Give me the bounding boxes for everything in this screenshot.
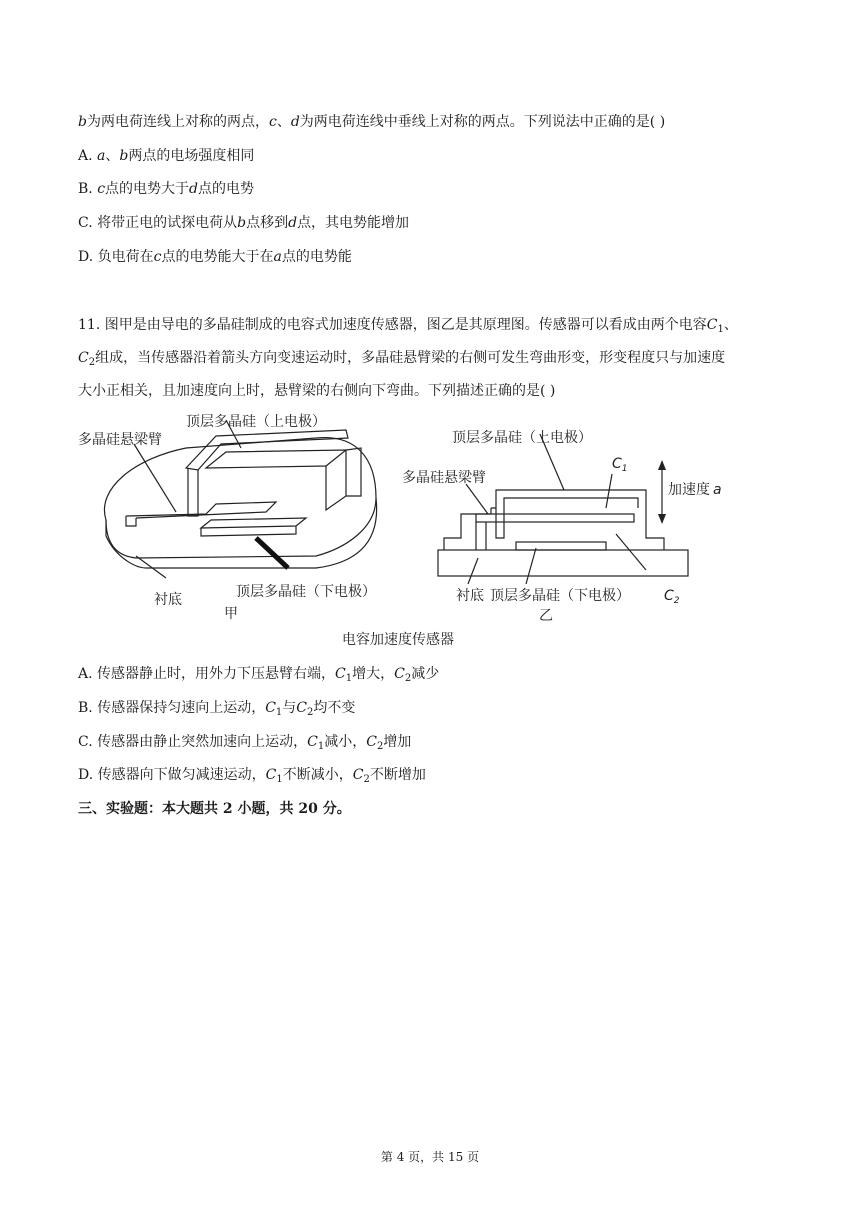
text: 为两电荷连线中垂线上对称的两点。下列说法中正确的是( ) (299, 114, 666, 130)
text: 点，其电势能增加 (297, 215, 410, 231)
var: b (237, 215, 247, 231)
label-bottom-electrode-left: 顶层多晶硅（下电极） (236, 584, 376, 600)
text: 点移到 (246, 215, 289, 231)
q10-stem-continuation (78, 112, 665, 132)
var: C (394, 666, 405, 682)
text: 减小， (324, 734, 367, 750)
option-prefix: D. 负电荷在 (78, 249, 154, 265)
text: 两点的电场强度相同 (128, 148, 255, 164)
cantilever-post (476, 522, 486, 550)
section-heading: 三、实验题：本大题共 2 小题，共 20 分。 (78, 801, 351, 817)
cantilever-arm (126, 502, 276, 518)
var-c1: C (706, 317, 718, 333)
q11-option-a[interactable] (78, 664, 439, 684)
var-d: d (290, 114, 300, 130)
label-cantilever-right: 多晶硅悬梁臂 (402, 470, 486, 486)
q11-stem-line1 (78, 315, 738, 335)
leader-line (466, 484, 488, 514)
q11-option-d[interactable] (78, 765, 426, 785)
text: 减少 (411, 666, 440, 682)
top-electrode-leg-left (496, 508, 504, 538)
q11-option-c[interactable] (78, 732, 411, 752)
option-prefix: B. (78, 181, 98, 197)
arrow-down-icon (658, 514, 666, 524)
top-electrode-inner (504, 498, 638, 508)
q10-option-d[interactable] (78, 247, 352, 267)
label-cantilever-left: 多晶硅悬梁臂 (78, 432, 162, 448)
label-acceleration: 加速度 a (668, 482, 722, 498)
bottom-electrode-pointer (256, 538, 288, 568)
text: 点的电势能 (281, 249, 352, 265)
label-c2: $C_2$ (664, 588, 680, 606)
text: 点的电势 (198, 181, 255, 197)
option-prefix: D. 传感器向下做匀减速运动， (78, 767, 266, 783)
text: 点的电势大于 (105, 181, 190, 197)
text: 点的电势能大于在 (161, 249, 274, 265)
subscript: 2 (88, 357, 96, 368)
subscript: 2 (307, 707, 314, 718)
subscript: 1 (275, 707, 283, 718)
var-c2: C (78, 350, 89, 366)
label-top-electrode-right: 顶层多晶硅（上电极） (452, 430, 592, 446)
q11-stem-line2 (78, 348, 725, 368)
var-b: b (78, 114, 87, 130)
var: C (335, 666, 346, 682)
q10-option-a[interactable] (78, 146, 254, 166)
leader-line (606, 474, 612, 508)
subscript: 2 (404, 673, 412, 684)
text: 均不变 (313, 700, 356, 716)
text: 增加 (383, 734, 412, 750)
caption-yi: 乙 (539, 608, 553, 624)
right-device-drawing (438, 434, 688, 584)
top-electrode-outline (491, 490, 646, 508)
var-c: c (268, 114, 277, 130)
subscript: 2 (363, 774, 370, 785)
text: 为两电荷连线上对称的两点， (86, 114, 269, 130)
var: d (189, 181, 199, 197)
subscript: 1 (317, 741, 325, 752)
q10-option-b[interactable] (78, 179, 254, 199)
var: C (307, 734, 318, 750)
subscript: 2 (376, 741, 384, 752)
text: 与 (282, 700, 297, 716)
var: c (153, 249, 162, 265)
subscript: 1 (717, 324, 724, 335)
var: a (273, 249, 282, 265)
var: C (265, 700, 276, 716)
q11-stem-line3 (78, 381, 555, 401)
var: a (97, 148, 106, 164)
subscript: 1 (345, 673, 353, 684)
text: 不断增加 (369, 767, 426, 783)
q11-option-b[interactable] (78, 698, 355, 718)
caption-jia: 甲 (224, 606, 238, 622)
label-c1: $C_1$ (612, 456, 628, 474)
page-footer: 第 4 页，共 15 页 (380, 1150, 480, 1164)
leader-line (134, 444, 176, 512)
top-electrode-post (188, 468, 198, 516)
text: 组成，当传感器沿着箭头方向变速运动时，多晶硅悬臂梁的右侧可发生弯曲形变，形变程度只与加速度 (95, 350, 726, 366)
text: 11. 图甲是由导电的多晶硅制成的电容式加速度传感器，图乙是其原理图。传感器可以看成由两个电容 (78, 317, 707, 333)
subscript: 1 (276, 774, 283, 785)
option-prefix: A. (78, 148, 98, 164)
text: 、 (105, 148, 120, 164)
top-electrode-side (326, 450, 346, 510)
option-prefix: B. 传感器保持匀速向上运动， (78, 700, 266, 716)
label-substrate-left: 衬底 (154, 592, 182, 608)
q10-option-c[interactable] (78, 213, 409, 233)
var: b (119, 148, 129, 164)
var: d (288, 215, 298, 231)
var: c (97, 181, 106, 197)
cantilever-beam (476, 514, 634, 522)
text: 大小正相关，且加速度向上时，悬臂梁的右侧向下弯曲。下列描述正确的是( ) (78, 383, 556, 399)
var: C (296, 700, 308, 716)
label-bottom-electrode-right: 顶层多晶硅（下电极） (490, 588, 630, 604)
arrow-up-icon (658, 460, 666, 470)
option-prefix: C. 将带正电的试探电荷从 (78, 215, 238, 231)
figure-caption: 电容加速度传感器 (342, 632, 454, 648)
capacitive-accelerometer-figure (76, 408, 722, 652)
text: 不断减小， (282, 767, 353, 783)
substrate-shape (104, 438, 376, 558)
cantilever-anchor (126, 516, 136, 526)
option-prefix: A. 传感器静止时，用外力下压悬臂右端， (78, 666, 336, 682)
bottom-electrode (201, 518, 306, 528)
leader-line (616, 534, 646, 570)
label-top-electrode-left: 顶层多晶硅（上电极） (186, 414, 326, 430)
top-electrode-plate (206, 450, 346, 468)
var: C (366, 734, 377, 750)
top-electrode-post-right (346, 448, 361, 496)
var: C (352, 767, 364, 783)
var: C (265, 767, 277, 783)
text: 、 (723, 317, 738, 333)
text: 增大， (352, 666, 395, 682)
leader-line (526, 548, 536, 584)
bottom-electrode-rect (516, 542, 606, 550)
option-prefix: C. 传感器由静止突然加速向上运动， (78, 734, 308, 750)
leader-line (468, 558, 478, 584)
text: 、 (276, 114, 291, 130)
label-substrate-right: 衬底 (456, 588, 484, 604)
